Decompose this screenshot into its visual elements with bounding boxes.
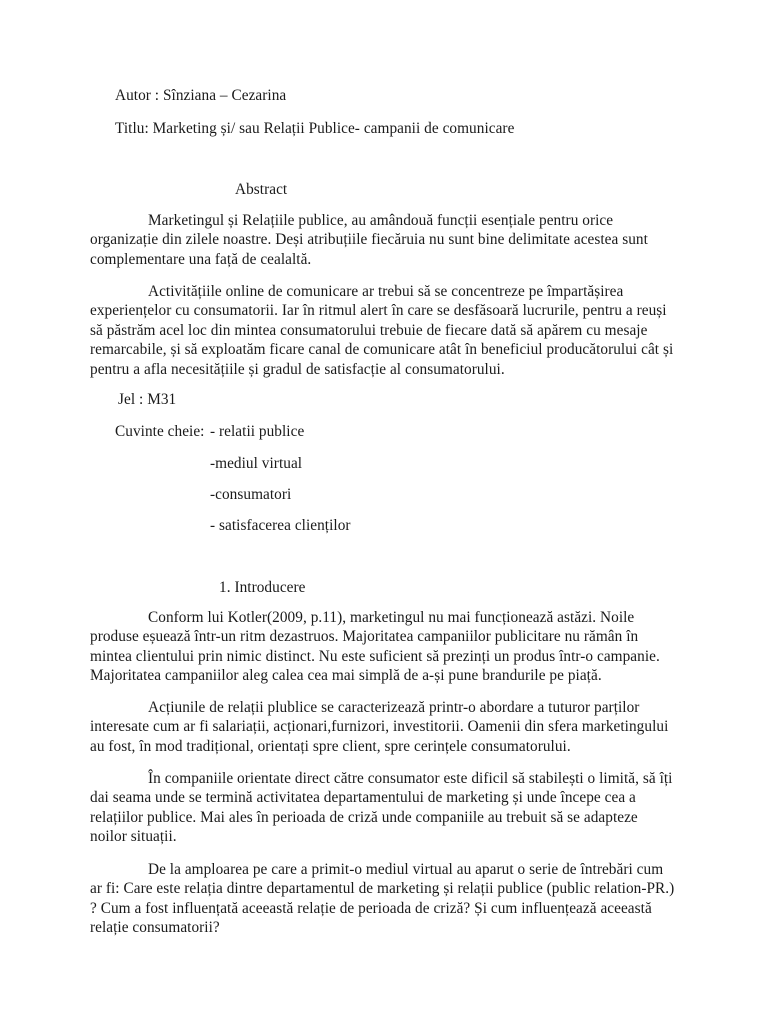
section-heading: 1. Introducere xyxy=(219,579,306,596)
jel-code: Jel : M31 xyxy=(118,391,177,408)
author-line: Autor : Sînziana – Cezarina xyxy=(115,87,287,104)
intro-paragraph-1: Conform lui Kotler(2009, p.11), marketingul nu mai funcționează astăzi. Noile produse eșuează într-un ritm dezastruos. Majoritatea campaniilor publicitare nu rămân în mintea clientului prin nimic distinct. Nu este suficient să prezinți un produs într-o campanie. Majoritatea campaniilor aleg calea cea mai simplă de a-și pune brandurile pe piață. xyxy=(90,609,660,685)
keyword-item: -mediul virtual xyxy=(210,455,303,472)
keyword-item: - satisfacerea clienților xyxy=(210,517,351,534)
keyword-item: -consumatori xyxy=(210,486,292,503)
abstract-paragraph-2: Activitățiile online de comunicare ar trebui să se concentreze pe împartășirea experiențelor cu consumatorii. Iar în ritmul alert în care se desfăsoară lucrurile, pentru a reuși să păstrăm acel loc din mintea consumatorului trebuie de fiecare dată să apărem cu mesaje remarcabile, și să exploatăm ficare canal de comunicare atât în beneficiul producătorului cât și pentru a afla necesitățiile și gradul de satisfacție al consumatorului. xyxy=(90,283,674,378)
paper-title: Titlu: Marketing și/ sau Relații Publice- campanii de comunicare xyxy=(115,120,515,137)
abstract-heading: Abstract xyxy=(235,181,288,198)
intro-paragraph-3: În companiile orientate direct către consumator este dificil să stabilești o limită, să îți dai seama unde se termină activitatea departamentului de marketing și unde începe cea a relațiilor publice. Mai ales în perioada de criză unde companiile au trebuit să se adapteze noilor situații. xyxy=(90,770,673,846)
abstract-paragraph-1: Marketingul și Relațiile publice, au amândouă funcții esențiale pentru orice organizație din zilele noastre. Deși atribuțiile fiecăruia nu sunt bine delimitate acestea sunt complementare una față de cealaltă. xyxy=(90,212,648,268)
keywords-label: Cuvinte cheie: xyxy=(115,423,205,440)
intro-paragraph-4: De la amploarea pe care a primit-o mediul virtual au aparut o serie de întrebări cum ar fi: Care este relația dintre departamentul de marketing și relații publice (public relation-PR.) ? Cum a fost influențată aceeastă relație de perioada de criză? Și cum influențează aceeastă relație consumatorii? xyxy=(90,861,675,937)
intro-paragraph-2: Acțiunile de relații plublice se caracterizează printr-o abordare a tuturor parților interesate cum ar fi salariații, acționari,furnizori, investitorii. Oamenii din sfera marketingului au fost, în mod tradițional, orientați spre client, spre cerințele consumatorului. xyxy=(90,699,669,755)
keyword-item: - relatii publice xyxy=(210,423,305,440)
